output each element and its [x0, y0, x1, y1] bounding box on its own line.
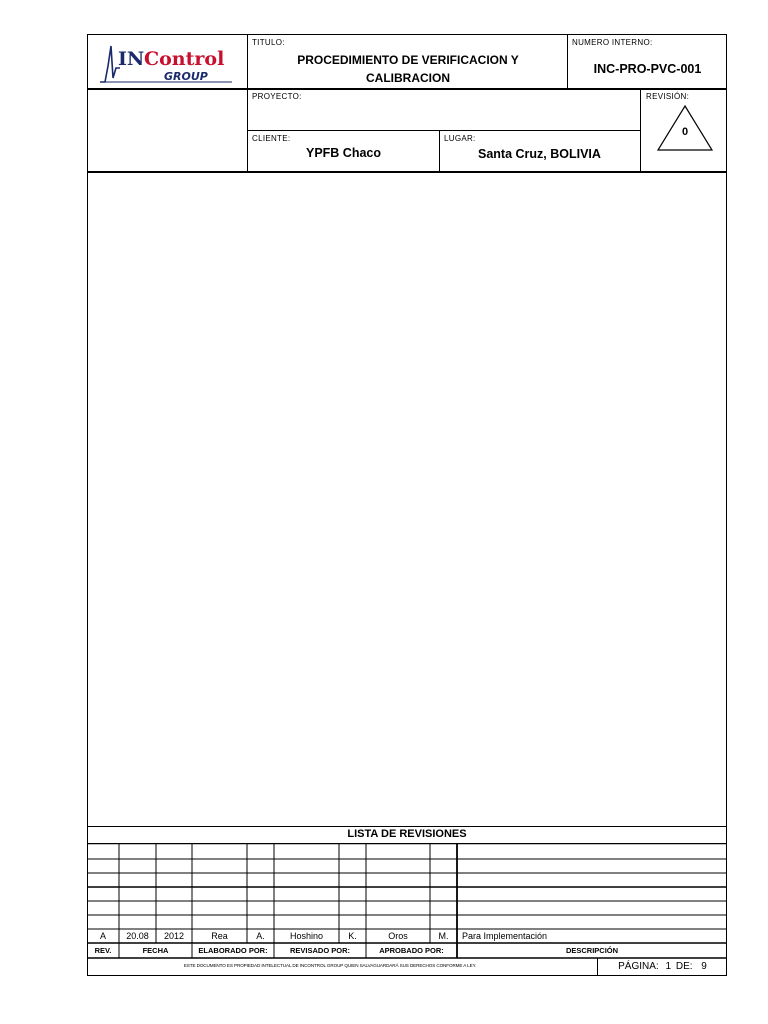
fecha-day-cell: 20.08: [126, 931, 149, 941]
pagina-label: PÁGINA:: [618, 961, 659, 972]
header-descripcion: DESCRIPCIÓN: [565, 946, 619, 955]
lugar-label: LUGAR:: [444, 134, 476, 143]
proyecto-label: PROYECTO:: [252, 92, 302, 101]
footer-notice: ESTE DOCUMENTO ES PROPIEDAD INTELECTUAL DE INCONTROL GROUP QUIEN SALVAGUARDARÁ SUS DERECHOS CONFORME A LEY.: [183, 963, 477, 968]
revision-label: REVISIÓN:: [646, 92, 690, 101]
revision-value: 0: [681, 126, 689, 138]
cliente-value: YPFB Chaco: [306, 146, 382, 160]
company-logo: [96, 38, 236, 86]
svg-text:GROUP: GROUP: [164, 70, 208, 83]
rev-cell: A: [99, 931, 106, 941]
cliente-label: CLIENTE:: [252, 134, 291, 143]
elaborado-2-cell: A.: [256, 931, 265, 941]
page-indicator: [598, 961, 727, 972]
document-title-line1: PROCEDIMIENTO DE VERIFICACION Y: [297, 53, 519, 67]
revisado-2-cell: K.: [348, 931, 357, 941]
lugar-value: Santa Cruz, BOLIVIA: [478, 147, 601, 161]
numero-interno-value: INC-PRO-PVC-001: [593, 62, 702, 76]
elaborado-1-cell: Rea: [211, 931, 228, 941]
pagina-number: 1: [665, 961, 672, 972]
revisado-1-cell: Hoshino: [289, 931, 324, 941]
fecha-year-cell: 2012: [163, 931, 185, 941]
header-aprobado: APROBADO POR:: [379, 946, 444, 955]
header-elaborado: ELABORADO POR:: [198, 946, 268, 955]
de-label: DE:: [675, 961, 693, 972]
revisions-title: LISTA DE REVISIONES: [347, 828, 467, 840]
pagina-total: 9: [701, 961, 707, 972]
header-rev: REV.: [94, 946, 112, 955]
svg-text:IN: IN: [118, 48, 145, 70]
aprobado-1-cell: Oros: [388, 931, 408, 941]
document-title-line2: CALIBRACION: [366, 71, 450, 85]
titulo-label: TITULO:: [252, 38, 285, 47]
revisions-table: [87, 843, 727, 959]
header-fecha: FECHA: [142, 946, 169, 955]
aprobado-2-cell: M.: [438, 931, 449, 941]
numero-interno-label: NUMERO INTERNO:: [572, 38, 653, 47]
descripcion-cell: Para Implementación: [462, 931, 548, 941]
svg-text:Control: Control: [144, 48, 225, 70]
header-revisado: REVISADO POR:: [289, 946, 350, 955]
